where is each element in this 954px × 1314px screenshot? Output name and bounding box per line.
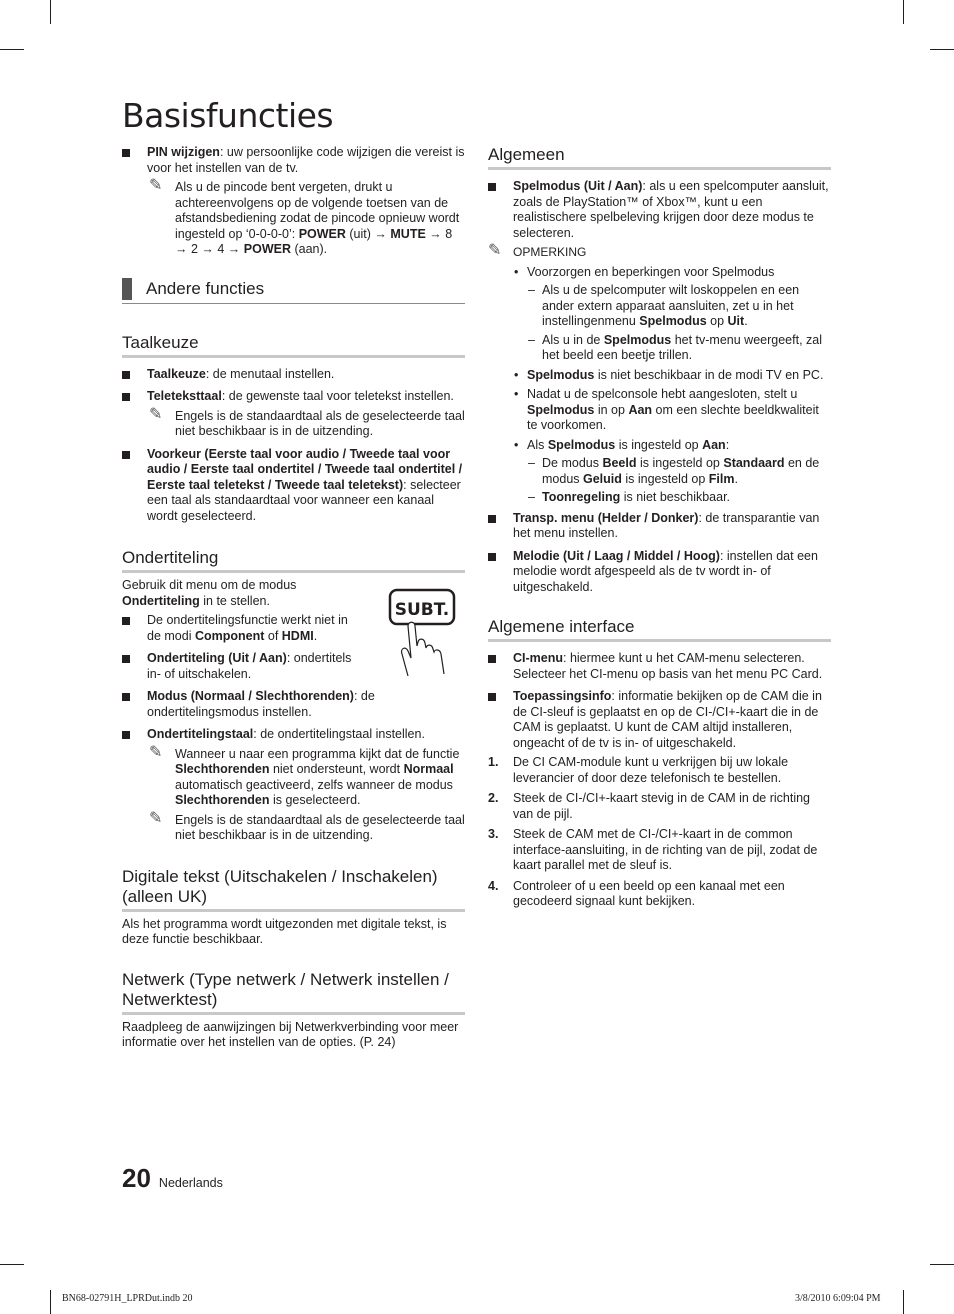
dot-bullet-icon: • (514, 264, 519, 279)
list-item: De ondertitelingsfunctie werkt niet in de modi Component of HDMI. (122, 613, 362, 644)
crop-mark (903, 0, 904, 24)
subt-remote-button-icon (388, 588, 458, 676)
heading-algemene-interface: Algemene interface (488, 617, 831, 642)
crop-mark (930, 1264, 954, 1265)
pencil-note-icon: ✎ (149, 405, 163, 423)
bullet-item: • Voorzorgen en beperkingen voor Spelmodus (514, 264, 775, 279)
note: ✎ Engels is de standaardtaal als de geselecteerde taal niet beschikbaar is in de uitzending. (149, 405, 465, 438)
crop-mark (930, 49, 954, 50)
crop-mark (903, 1290, 904, 1314)
dash-item: – Als u de spelcomputer wilt loskoppelen en een ander extern apparaat aansluiten, zet u in het instellingenmenu Spelmodus op Uit. (528, 283, 800, 328)
dot-bullet-icon: • (514, 387, 519, 401)
square-bullet-icon (488, 693, 496, 701)
section-heading-andere-functies: Andere functies (122, 278, 465, 304)
crop-mark (50, 1290, 51, 1314)
heading-digitale-tekst: Digitale tekst (Uitschakelen / Inschakelen) (alleen UK) (122, 867, 465, 912)
dash-bullet-icon: – (528, 332, 535, 347)
square-bullet-icon (488, 183, 496, 191)
heading-ondertiteling: Ondertiteling (122, 548, 465, 573)
note: ✎ Als u de pincode bent vergeten, drukt u achtereenvolgens op de volgende toetsen van de afstandsbediening zodat de pincode opnieuw wordt ingesteld op ‘0-0-0-0’: POWER (uit) → MUTE → 8 → 2 → 4 → POWER (aan). (149, 177, 460, 256)
dot-bullet-icon: • (514, 437, 519, 452)
square-bullet-icon (488, 553, 496, 561)
paragraph: Raadpleeg de aanwijzingen bij Netwerkverbinding voor meer informatie over het instellen van de opties. (P. 24) (122, 1019, 459, 1049)
bullet-item: • Nadat u de spelconsole hebt aangesloten, stelt u Spelmodus in op Aan om een slechte beeldkwaliteit te voorkomen. (514, 387, 819, 432)
square-bullet-icon (122, 393, 130, 401)
list-item: Melodie (Uit / Laag / Middel / Hoog): instellen dat een melodie wordt afgespeeld als de tv wordt in- of uitgeschakeld. (488, 549, 831, 596)
numbered-step: 2. Steek de CI-/CI+-kaart stevig in de CAM in de richting van de pijl. (488, 791, 811, 821)
list-item: Modus (Normaal / Slechthorenden): de ondertitelingsmodus instellen. (122, 689, 465, 720)
square-bullet-icon (122, 617, 130, 625)
heading-bar-marker (122, 278, 132, 300)
bullet-item: • Als Spelmodus is ingesteld op Aan: (514, 437, 730, 452)
crop-mark (50, 0, 51, 24)
note-header: ✎ OPMERKING (488, 242, 587, 259)
pencil-note-icon: ✎ (149, 809, 163, 827)
square-bullet-icon (122, 451, 130, 459)
note: ✎ Engels is de standaardtaal als de geselecteerde taal niet beschikbaar is in de uitzending. (149, 809, 465, 842)
numbered-step: 4. Controleer of u een beeld op een kanaal met een gecodeerd signaal kunt bekijken. (488, 878, 785, 908)
paragraph: Als het programma wordt uitgezonden met digitale tekst, is deze functie beschikbaar. (122, 916, 447, 946)
dash-bullet-icon: – (528, 283, 535, 297)
print-slug-right: 3/8/2010 6:09:04 PM (795, 1293, 881, 1304)
list-item: Ondertiteling (Uit / Aan): ondertitels in- of uitschakelen. (122, 651, 362, 682)
print-slug-left: BN68-02791H_LPRDut.indb 20 (62, 1293, 193, 1304)
dash-bullet-icon: – (528, 456, 535, 470)
list-item: PIN wijzigen: uw persoonlijke code wijzigen die vereist is voor het instellen van de tv. (122, 145, 465, 176)
list-item: Transp. menu (Helder / Donker): de transparantie van het menu instellen. (488, 511, 831, 542)
square-bullet-icon (122, 655, 130, 663)
right-column (488, 145, 831, 910)
list-item: Ondertitelingstaal: de ondertitelingstaal instellen. (122, 727, 465, 743)
svg-text:SUBT.: SUBT. (394, 600, 450, 620)
numbered-step: 1. De CI CAM-module kunt u verkrijgen bij uw lokale leverancier of door deze telefonisch te bestellen. (488, 755, 789, 785)
paragraph: Gebruik dit menu om de modus Ondertiteling in te stellen. (122, 578, 297, 608)
list-item: Taalkeuze: de menutaal instellen. (122, 367, 465, 383)
dash-item: – Als u in de Spelmodus het tv-menu weergeeft, zal het beeld een beetje trillen. (528, 332, 822, 362)
page-footer (122, 1163, 223, 1194)
square-bullet-icon (488, 655, 496, 663)
square-bullet-icon (488, 515, 496, 523)
page-number: 20 (122, 1163, 151, 1193)
subt-button-illustration (388, 588, 458, 681)
list-item: Spelmodus (Uit / Aan): als u een spelcomputer aansluit, zoals de PlayStation™ of Xbox™, kunt u een realistischere spelbeleving krijgen door deze modus te selecteren. (488, 179, 831, 241)
dash-bullet-icon: – (528, 490, 535, 504)
square-bullet-icon (122, 149, 130, 157)
list-item: Toepassingsinfo: informatie bekijken op de CAM die in de CI-sleuf is geplaatst en op de CI-/CI+-kaart die in de CAM is geplaatst. U kunt de CAM altijd installeren, ongeacht of de tv is in- of uitgeschakeld. (488, 689, 831, 751)
square-bullet-icon (122, 371, 130, 379)
list-item: CI-menu: hiermee kunt u het CAM-menu selecteren. Selecteer het CI-menu op basis van het menu PC Card. (488, 651, 831, 682)
dash-item: – De modus Beeld is ingesteld op Standaard en de modus Geluid is ingesteld op Film. (528, 456, 820, 486)
pencil-note-icon: ✎ (488, 242, 502, 259)
list-item: Voorkeur (Eerste taal voor audio / Tweede taal voor audio / Eerste taal ondertitel / Tweede taal ondertitel / Eerste taal teletekst / Tweede taal teletekst): selecteer een taal als standaardtaal voor wanneer een kanaal wordt geselecteerd. (122, 447, 465, 525)
heading-netwerk: Netwerk (Type netwerk / Netwerk instellen / Netwerktest) (122, 970, 465, 1015)
square-bullet-icon (122, 731, 130, 739)
dot-bullet-icon: • (514, 367, 519, 382)
list-item: Teleteksttaal: de gewenste taal voor teletekst instellen. (122, 389, 465, 405)
note: ✎ Wanneer u naar een programma kijkt dat de functie Slechthorenden niet ondersteunt, wordt Normaal automatisch geactiveerd, zelfs wanneer de modus Slechthorenden is geselecteerd. (149, 743, 460, 807)
dash-item: – Toonregeling is niet beschikbaar. (528, 490, 731, 504)
footer-language: Nederlands (158, 1176, 223, 1190)
pencil-note-icon: ✎ (149, 743, 163, 761)
bullet-item: • Spelmodus is niet beschikbaar in de modi TV en PC. (514, 367, 824, 382)
crop-mark (0, 49, 24, 50)
crop-mark (0, 1264, 24, 1265)
square-bullet-icon (122, 693, 130, 701)
heading-taalkeuze: Taalkeuze (122, 333, 465, 358)
chapter-title: Basisfuncties (122, 96, 334, 135)
heading-algemeen: Algemeen (488, 145, 831, 170)
numbered-step: 3. Steek de CAM met de CI-/CI+-kaart in de common interface-aansluiting, in de richting van de pijl, zodat de kaart parallel met de sleuf is. (488, 827, 818, 872)
pencil-note-icon: ✎ (149, 177, 163, 194)
